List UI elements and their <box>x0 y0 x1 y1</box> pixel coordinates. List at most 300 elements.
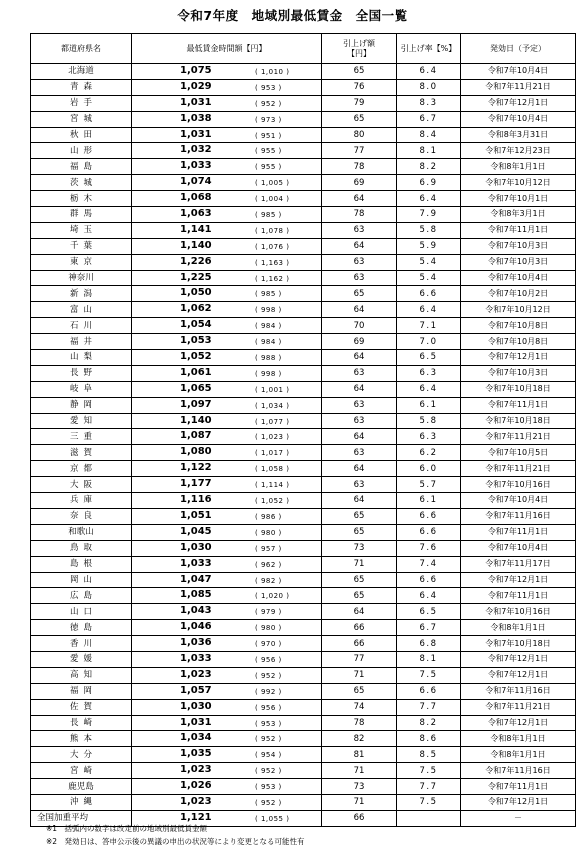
table-row <box>31 350 576 366</box>
footnotes <box>46 822 305 848</box>
current-wage: 1,226 <box>180 255 212 267</box>
increase-amount: 77 <box>322 143 397 159</box>
wage-cell <box>132 620 322 636</box>
table-row <box>31 365 576 381</box>
effective-date: 令和7年12月1日 <box>461 95 576 111</box>
previous-wage: ( 1,163 ) <box>255 258 290 267</box>
prefecture-name: 栃木 <box>31 191 132 207</box>
wage-cell <box>132 222 322 238</box>
effective-date: 令和7年11月1日 <box>461 588 576 604</box>
table-row <box>31 699 576 715</box>
effective-date: 令和7年10月4日 <box>461 540 576 556</box>
wage-cell <box>132 540 322 556</box>
current-wage: 1,034 <box>180 732 212 744</box>
average-increase: 66 <box>322 810 397 826</box>
header-increase <box>322 34 397 64</box>
table-row <box>31 95 576 111</box>
wage-cell <box>132 64 322 80</box>
prefecture-name: 佐賀 <box>31 699 132 715</box>
current-wage: 1,097 <box>180 398 212 410</box>
previous-wage: ( 952 ) <box>255 671 282 680</box>
header-rate: 引上げ率【%】 <box>397 34 461 64</box>
effective-date: 令和7年10月16日 <box>461 477 576 493</box>
current-wage: 1,033 <box>180 652 212 664</box>
effective-date: 令和7年11月16日 <box>461 683 576 699</box>
wage-cell <box>132 683 322 699</box>
previous-wage: ( 1,010 ) <box>255 68 290 76</box>
increase-rate: 7.5 <box>397 667 461 683</box>
effective-date: 令和7年10月4日 <box>461 64 576 80</box>
increase-rate: 6.7 <box>397 620 461 636</box>
increase-rate: 8.4 <box>397 127 461 143</box>
increase-rate: 6.3 <box>397 429 461 445</box>
minimum-wage-table <box>30 33 576 827</box>
increase-amount: 78 <box>322 715 397 731</box>
prefecture-name: 千葉 <box>31 238 132 254</box>
wage-cell <box>132 588 322 604</box>
current-wage: 1,141 <box>180 223 212 235</box>
previous-wage: ( 1,001 ) <box>255 385 290 394</box>
table-header-row <box>31 34 576 64</box>
previous-wage: ( 956 ) <box>255 703 282 712</box>
wage-cell <box>132 636 322 652</box>
effective-date: 令和8年1月1日 <box>461 620 576 636</box>
wage-cell <box>132 461 322 477</box>
effective-date: 令和7年11月1日 <box>461 397 576 413</box>
effective-date: 令和7年10月12日 <box>461 302 576 318</box>
increase-rate: 7.7 <box>397 779 461 795</box>
current-wage: 1,068 <box>180 192 212 204</box>
increase-amount: 65 <box>322 508 397 524</box>
wage-cell <box>132 667 322 683</box>
current-wage: 1,030 <box>180 541 212 553</box>
table-row <box>31 127 576 143</box>
increase-amount: 65 <box>322 572 397 588</box>
header-increase-line1: 引上げ額 <box>343 38 375 48</box>
prefecture-name: 山口 <box>31 604 132 620</box>
prefecture-name: 宮崎 <box>31 763 132 779</box>
table-row <box>31 286 576 302</box>
current-wage: 1,051 <box>180 509 212 521</box>
effective-date: 令和7年10月3日 <box>461 254 576 270</box>
wage-cell <box>132 508 322 524</box>
wage-cell <box>132 731 322 747</box>
increase-rate: 6.8 <box>397 636 461 652</box>
effective-date: 令和7年10月12日 <box>461 175 576 191</box>
table-row <box>31 429 576 445</box>
current-wage: 1,085 <box>180 589 212 601</box>
prefecture-name: 三重 <box>31 429 132 445</box>
wage-cell <box>132 318 322 334</box>
increase-rate: 8.1 <box>397 651 461 667</box>
previous-wage: ( 1,114 ) <box>255 481 290 490</box>
average-date: － <box>461 810 576 826</box>
previous-wage: ( 992 ) <box>255 687 282 696</box>
increase-rate: 6.1 <box>397 397 461 413</box>
previous-wage: ( 957 ) <box>255 544 282 553</box>
increase-amount: 78 <box>322 207 397 223</box>
wage-cell <box>132 95 322 111</box>
effective-date: 令和7年10月18日 <box>461 381 576 397</box>
current-wage: 1,031 <box>180 96 212 108</box>
table-row <box>31 302 576 318</box>
table-row <box>31 572 576 588</box>
previous-wage: ( 985 ) <box>255 211 282 220</box>
wage-cell <box>132 254 322 270</box>
average-prev-wage: ( 1,055 ) <box>255 814 290 823</box>
increase-amount: 64 <box>322 302 397 318</box>
increase-amount: 63 <box>322 477 397 493</box>
table-row <box>31 604 576 620</box>
effective-date: 令和8年1月1日 <box>461 731 576 747</box>
current-wage: 1,031 <box>180 716 212 728</box>
wage-cell <box>132 191 322 207</box>
prefecture-name: 福岡 <box>31 683 132 699</box>
previous-wage: ( 1,034 ) <box>255 401 290 410</box>
increase-amount: 65 <box>322 683 397 699</box>
increase-rate: 7.9 <box>397 207 461 223</box>
current-wage: 1,032 <box>180 144 212 156</box>
footnote-1: ※1 括弧内の数字は改定前の地域別最低賃金額 <box>46 824 208 833</box>
wage-cell <box>132 127 322 143</box>
increase-amount: 65 <box>322 64 397 80</box>
previous-wage: ( 955 ) <box>255 147 282 156</box>
effective-date: 令和7年10月8日 <box>461 334 576 350</box>
current-wage: 1,035 <box>180 748 212 760</box>
current-wage: 1,053 <box>180 335 212 347</box>
increase-amount: 78 <box>322 159 397 175</box>
increase-rate: 8.3 <box>397 95 461 111</box>
previous-wage: ( 956 ) <box>255 655 282 664</box>
table-row <box>31 397 576 413</box>
previous-wage: ( 1,023 ) <box>255 433 290 442</box>
increase-rate: 5.8 <box>397 222 461 238</box>
prefecture-name: 富山 <box>31 302 132 318</box>
effective-date: 令和7年11月17日 <box>461 556 576 572</box>
previous-wage: ( 953 ) <box>255 83 282 92</box>
effective-date: 令和7年11月16日 <box>461 508 576 524</box>
increase-rate: 6.4 <box>397 302 461 318</box>
prefecture-name: 京都 <box>31 461 132 477</box>
current-wage: 1,065 <box>180 382 212 394</box>
prefecture-name: 福島 <box>31 159 132 175</box>
prefecture-name: 熊本 <box>31 731 132 747</box>
table-row <box>31 620 576 636</box>
prefecture-name: 大分 <box>31 747 132 763</box>
increase-amount: 69 <box>322 175 397 191</box>
effective-date: 令和8年3月1日 <box>461 207 576 223</box>
current-wage: 1,036 <box>180 637 212 649</box>
table-row <box>31 222 576 238</box>
current-wage: 1,030 <box>180 700 212 712</box>
previous-wage: ( 984 ) <box>255 322 282 331</box>
table-row <box>31 683 576 699</box>
previous-wage: ( 970 ) <box>255 640 282 649</box>
prefecture-name: 石川 <box>31 318 132 334</box>
table-row <box>31 381 576 397</box>
table-row <box>31 636 576 652</box>
increase-rate: 8.2 <box>397 159 461 175</box>
increase-rate: 6.2 <box>397 445 461 461</box>
prefecture-name: 和歌山 <box>31 524 132 540</box>
current-wage: 1,054 <box>180 319 212 331</box>
increase-rate: 6.4 <box>397 381 461 397</box>
header-increase-line2: 【円】 <box>347 48 371 58</box>
increase-rate: 7.5 <box>397 763 461 779</box>
wage-cell <box>132 350 322 366</box>
current-wage: 1,052 <box>180 351 212 363</box>
table-row <box>31 143 576 159</box>
effective-date: 令和7年10月2日 <box>461 286 576 302</box>
previous-wage: ( 1,076 ) <box>255 242 290 251</box>
wage-cell <box>132 302 322 318</box>
increase-rate: 6.5 <box>397 604 461 620</box>
increase-amount: 63 <box>322 222 397 238</box>
prefecture-name: 岩手 <box>31 95 132 111</box>
effective-date: 令和7年10月18日 <box>461 413 576 429</box>
wage-cell <box>132 413 322 429</box>
current-wage: 1,122 <box>180 462 212 474</box>
wage-cell <box>132 397 322 413</box>
table-row <box>31 159 576 175</box>
prefecture-name: 岡山 <box>31 572 132 588</box>
previous-wage: ( 1,052 ) <box>255 497 290 506</box>
increase-rate: 7.6 <box>397 540 461 556</box>
increase-rate: 6.4 <box>397 191 461 207</box>
prefecture-name: 長野 <box>31 365 132 381</box>
previous-wage: ( 952 ) <box>255 735 282 744</box>
header-wage: 最低賃金時間額【円】 <box>132 34 322 64</box>
prefecture-name: 沖縄 <box>31 794 132 810</box>
current-wage: 1,033 <box>180 160 212 172</box>
current-wage: 1,116 <box>180 494 212 506</box>
average-rate <box>397 810 461 826</box>
previous-wage: ( 982 ) <box>255 576 282 585</box>
increase-amount: 63 <box>322 365 397 381</box>
prefecture-name: 徳島 <box>31 620 132 636</box>
current-wage: 1,023 <box>180 764 212 776</box>
effective-date: 令和7年11月1日 <box>461 222 576 238</box>
prefecture-name: 宮城 <box>31 111 132 127</box>
current-wage: 1,023 <box>180 668 212 680</box>
table-row <box>31 588 576 604</box>
effective-date: 令和7年10月8日 <box>461 318 576 334</box>
wage-cell <box>132 429 322 445</box>
table-row <box>31 747 576 763</box>
table-row <box>31 445 576 461</box>
increase-rate: 6.6 <box>397 572 461 588</box>
increase-rate: 6.0 <box>397 461 461 477</box>
wage-cell <box>132 493 322 509</box>
effective-date: 令和7年11月21日 <box>461 461 576 477</box>
prefecture-name: 新潟 <box>31 286 132 302</box>
effective-date: 令和7年12月1日 <box>461 651 576 667</box>
increase-rate: 5.7 <box>397 477 461 493</box>
increase-amount: 66 <box>322 620 397 636</box>
previous-wage: ( 988 ) <box>255 354 282 363</box>
increase-rate: 6.5 <box>397 350 461 366</box>
current-wage: 1,140 <box>180 414 212 426</box>
current-wage: 1,047 <box>180 573 212 585</box>
prefecture-name: 大阪 <box>31 477 132 493</box>
effective-date: 令和7年10月3日 <box>461 238 576 254</box>
current-wage: 1,063 <box>180 208 212 220</box>
increase-rate: 6.6 <box>397 524 461 540</box>
wage-cell <box>132 556 322 572</box>
increase-amount: 73 <box>322 779 397 795</box>
prefecture-name: 埼玉 <box>31 222 132 238</box>
increase-amount: 65 <box>322 588 397 604</box>
previous-wage: ( 973 ) <box>255 115 282 124</box>
effective-date: 令和7年10月4日 <box>461 111 576 127</box>
wage-cell <box>132 111 322 127</box>
wage-cell <box>132 651 322 667</box>
increase-amount: 70 <box>322 318 397 334</box>
increase-amount: 64 <box>322 238 397 254</box>
effective-date: 令和7年10月4日 <box>461 493 576 509</box>
current-wage: 1,061 <box>180 366 212 378</box>
increase-amount: 71 <box>322 556 397 572</box>
increase-rate: 8.1 <box>397 143 461 159</box>
table-row <box>31 794 576 810</box>
current-wage: 1,029 <box>180 80 212 92</box>
increase-rate: 7.0 <box>397 334 461 350</box>
prefecture-name: 長崎 <box>31 715 132 731</box>
table-row <box>31 540 576 556</box>
effective-date: 令和7年12月23日 <box>461 143 576 159</box>
effective-date: 令和7年11月16日 <box>461 763 576 779</box>
wage-cell <box>132 207 322 223</box>
table-body <box>31 64 576 827</box>
increase-amount: 63 <box>322 413 397 429</box>
table-row <box>31 413 576 429</box>
prefecture-name: 東京 <box>31 254 132 270</box>
increase-amount: 63 <box>322 397 397 413</box>
current-wage: 1,177 <box>180 478 212 490</box>
wage-cell <box>132 238 322 254</box>
previous-wage: ( 952 ) <box>255 99 282 108</box>
current-wage: 1,033 <box>180 557 212 569</box>
previous-wage: ( 1,005 ) <box>255 179 290 188</box>
increase-amount: 79 <box>322 95 397 111</box>
current-wage: 1,050 <box>180 287 212 299</box>
wage-cell <box>132 334 322 350</box>
prefecture-name: 高知 <box>31 667 132 683</box>
increase-amount: 82 <box>322 731 397 747</box>
table-row <box>31 556 576 572</box>
effective-date: 令和8年1月1日 <box>461 159 576 175</box>
increase-amount: 65 <box>322 111 397 127</box>
previous-wage: ( 1,162 ) <box>255 274 290 283</box>
prefecture-name: 香川 <box>31 636 132 652</box>
prefecture-name: 茨城 <box>31 175 132 191</box>
previous-wage: ( 984 ) <box>255 338 282 347</box>
prefecture-name: 兵庫 <box>31 493 132 509</box>
wage-cell <box>132 175 322 191</box>
prefecture-name: 静岡 <box>31 397 132 413</box>
increase-rate: 5.8 <box>397 413 461 429</box>
effective-date: 令和7年11月21日 <box>461 429 576 445</box>
effective-date: 令和7年11月21日 <box>461 79 576 95</box>
effective-date: 令和7年12月1日 <box>461 794 576 810</box>
prefecture-name: 北海道 <box>31 64 132 80</box>
current-wage: 1,031 <box>180 128 212 140</box>
increase-rate: 6.6 <box>397 286 461 302</box>
wage-cell <box>132 715 322 731</box>
table-row <box>31 238 576 254</box>
table-row <box>31 111 576 127</box>
previous-wage: ( 962 ) <box>255 560 282 569</box>
prefecture-name: 島根 <box>31 556 132 572</box>
previous-wage: ( 985 ) <box>255 290 282 299</box>
effective-date: 令和7年10月4日 <box>461 270 576 286</box>
effective-date: 令和7年10月3日 <box>461 365 576 381</box>
effective-date: 令和8年1月1日 <box>461 747 576 763</box>
prefecture-name: 群馬 <box>31 207 132 223</box>
prefecture-name: 福井 <box>31 334 132 350</box>
table-row <box>31 477 576 493</box>
prefecture-name: 鹿児島 <box>31 779 132 795</box>
increase-amount: 64 <box>322 381 397 397</box>
previous-wage: ( 998 ) <box>255 369 282 378</box>
previous-wage: ( 954 ) <box>255 751 282 760</box>
wage-cell <box>132 477 322 493</box>
table-row <box>31 207 576 223</box>
increase-rate: 6.6 <box>397 683 461 699</box>
prefecture-name: 秋田 <box>31 127 132 143</box>
increase-rate: 5.4 <box>397 254 461 270</box>
current-wage: 1,046 <box>180 621 212 633</box>
table-row <box>31 508 576 524</box>
table-row <box>31 493 576 509</box>
current-wage: 1,023 <box>180 795 212 807</box>
effective-date: 令和7年12月1日 <box>461 715 576 731</box>
increase-amount: 81 <box>322 747 397 763</box>
increase-amount: 73 <box>322 540 397 556</box>
wage-cell <box>132 270 322 286</box>
wage-cell <box>132 747 322 763</box>
table-row <box>31 191 576 207</box>
previous-wage: ( 1,004 ) <box>255 195 290 204</box>
increase-rate: 5.4 <box>397 270 461 286</box>
increase-rate: 8.2 <box>397 715 461 731</box>
table-row <box>31 667 576 683</box>
effective-date: 令和7年11月1日 <box>461 524 576 540</box>
increase-rate: 8.6 <box>397 731 461 747</box>
table-row <box>31 64 576 80</box>
wage-cell <box>132 794 322 810</box>
previous-wage: ( 980 ) <box>255 624 282 633</box>
wage-cell <box>132 445 322 461</box>
increase-amount: 71 <box>322 794 397 810</box>
effective-date: 令和7年12月1日 <box>461 667 576 683</box>
increase-rate: 6.9 <box>397 175 461 191</box>
increase-amount: 64 <box>322 604 397 620</box>
increase-amount: 80 <box>322 127 397 143</box>
previous-wage: ( 1,077 ) <box>255 417 290 426</box>
previous-wage: ( 998 ) <box>255 306 282 315</box>
wage-cell <box>132 365 322 381</box>
current-wage: 1,087 <box>180 430 212 442</box>
previous-wage: ( 1,017 ) <box>255 449 290 458</box>
current-wage: 1,080 <box>180 446 212 458</box>
previous-wage: ( 953 ) <box>255 719 282 728</box>
previous-wage: ( 952 ) <box>255 767 282 776</box>
previous-wage: ( 952 ) <box>255 798 282 807</box>
increase-amount: 63 <box>322 270 397 286</box>
wage-cell <box>132 159 322 175</box>
effective-date: 令和8年3月31日 <box>461 127 576 143</box>
